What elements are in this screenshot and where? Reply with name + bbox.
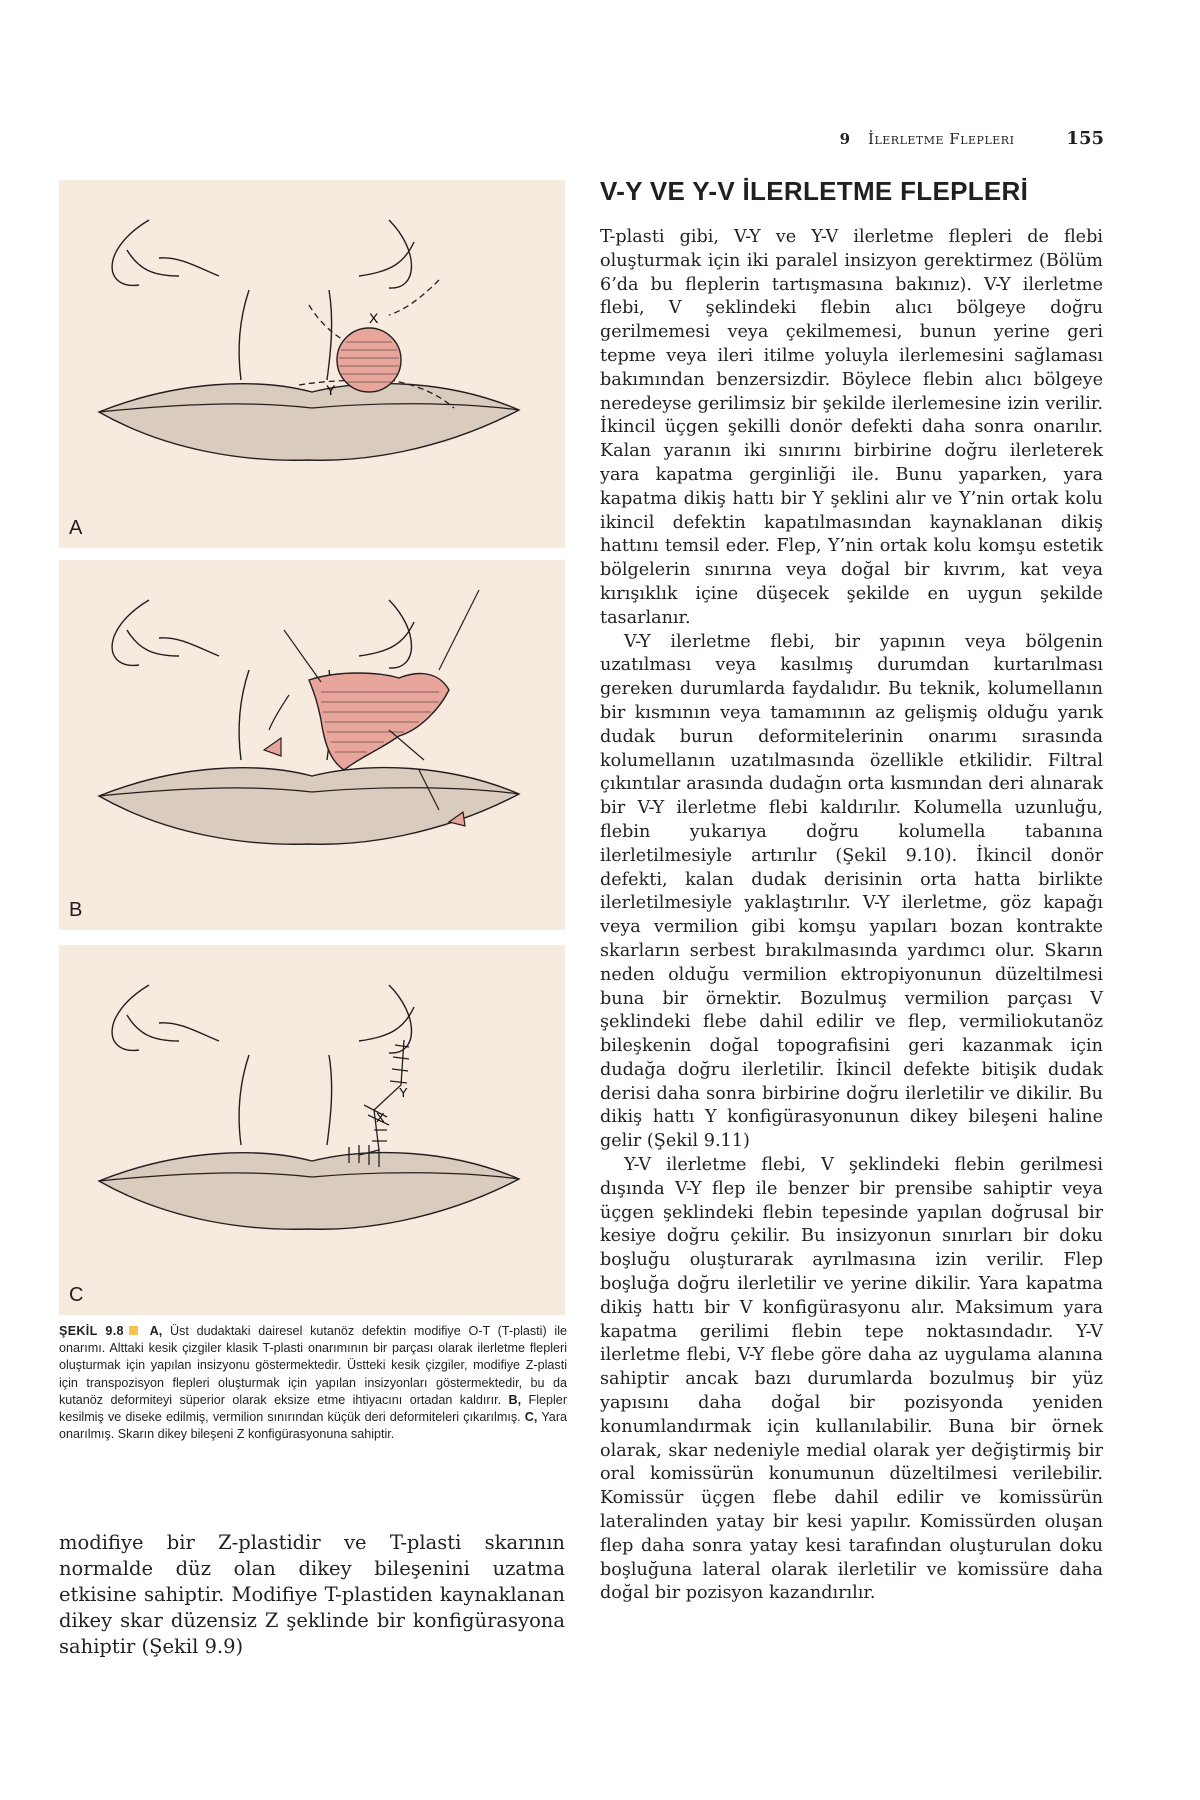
right-column bbox=[600, 226, 1103, 1606]
running-header bbox=[600, 128, 1104, 149]
section-title: V-Y VE Y-V İLERLETME FLEPLERİ bbox=[600, 176, 1029, 206]
caption-part-b-label: B, bbox=[508, 1392, 522, 1407]
defect-circle bbox=[337, 328, 401, 392]
marker-y: Y bbox=[326, 382, 336, 398]
paragraph-2: V-Y ilerletme flebi, bir yapının veya bölgenin uzatılması veya kasılmış durumdan kurtarılması gereken durumlarda faydalıdır. Bu teknik, kolumellanın bir kısmının veya tamamının az gelişmiş olduğu yarık dudak burun deformitelerinin onarımı sırasında kolumellanın uzatılmasında özellikle etkilidir. Filtral çıkıntılar arasında dudağın orta kısmından deri alınarak bir V-Y ilerletme flebi kaldırılır. Kolumella uzunluğu, flebin yukarıya doğru kolumella tabanına ilerletilmesiyle artırılır (Şekil 9.10). İkincil donör defekti, kalan dudak derisinin orta hatta birlikte ilerletilmesiyle yaklaştırılır. V-Y ilerletme, göz kapağı veya vermilion gibi komşu yapıları bozan kontrakte skarların serbest bırakılmasında yardımcı olur. Skarın neden olduğu vermilion ektropiyonunun düzeltilmesi buna bir örnektir. Bozulmuş vermilion parçası V şeklindeki flebe dahil edilir ve flep, vermiliokutanöz bileşkenin doğal topografisini geri kazanmak için dudağa doğru ilerletilir. İkincil defekte bitişik dudak derisi daha sonra birbirine doğru ilerletilir ve dikilir. Bu dikiş hattı Y konfigürasyonunun dikey bileşeni haline gelir (Şekil 9.11) bbox=[600, 631, 1103, 1152]
marker-x: X bbox=[369, 310, 379, 326]
caption-part-a-label: A, bbox=[149, 1324, 163, 1338]
flap-shape bbox=[309, 673, 449, 770]
caption-square-icon bbox=[129, 1326, 138, 1335]
illustration-a bbox=[59, 180, 565, 548]
figure-panel-a bbox=[59, 180, 565, 548]
caption-figure-label: ŞEKİL 9.8 bbox=[59, 1324, 124, 1338]
left-column-text: modifiye bir Z-plastidir ve T-plasti skarının normalde düz olan dikey bileşenini uzatma etkisine sahiptir. Modifiye T-plastiden kaynaklanan dikey skar düzensiz Z şeklinde bir konfigürasyona sahiptir (Şekil 9.9) bbox=[59, 1531, 565, 1658]
chapter-number: 9 bbox=[839, 130, 851, 148]
caption-part-b-text: Flepler kesilmiş ve diseke edilmiş, vermilion sınırından küçük deri deformiteleri çıkarılmış. bbox=[59, 1392, 568, 1425]
marker-x: X bbox=[376, 1110, 385, 1125]
illustration-c bbox=[59, 945, 565, 1315]
figure-panel-c bbox=[59, 945, 565, 1315]
illustration-b bbox=[59, 560, 565, 930]
panel-label-b: B bbox=[69, 899, 83, 921]
page-number: 155 bbox=[1066, 128, 1104, 149]
paragraph-1: T-plasti gibi, V-Y ve Y-V ilerletme flepleri de flebi oluşturmak için iki paralel insizyon gerektirmez (Bölüm 6’da bu fleplerin tartışmasına bakınız). V-Y ilerletme flebi, V şeklindeki flebin alıcı bölgeye doğru gerilmemesi veya çekilmemesi, bunun yerine geri tepme veya ileri itilme yoluyla ilerlemesini sağlaması bakımından benzersizdir. Böylece flebin alıcı bölgeye neredeyse gerilimsiz bir şekilde ilerlemesine izin verilir. İkincil üçgen şekilli donör defekti daha sonra onarılır. Kalan yaranın iki sınırını birbirine doğru ilerleterek yara kapatma gerginliği ile. Bunu yaparken, yara kapatma dikiş hattı bir Y şeklini alır ve Y’nin ortak kolu ikincil defektin kapatılmasından kaynaklanan dikiş hattını temsil eder. Flep, Y’nin ortak kolu komşu estetik bölgelerin sınırına veya doğal bir kıvrım, kat veya kırışıklık içine düşecek şekilde en uygun şekilde tasarlanır. bbox=[600, 227, 1103, 628]
chapter-title: İlerletme Flepleri bbox=[868, 130, 1015, 148]
panel-label-a: A bbox=[69, 517, 83, 539]
figure-caption bbox=[59, 1323, 567, 1443]
caption-part-c-text: Yara onarılmış. Skarın dikey bileşeni Z konfigürasyonuna sahiptir. bbox=[59, 1410, 568, 1442]
panel-label-c: C bbox=[69, 1284, 84, 1306]
figure-panel-b bbox=[59, 560, 565, 930]
marker-y: Y bbox=[399, 1085, 408, 1100]
paragraph-3: Y-V ilerletme flebi, V şeklindeki flebin gerilmesi dışında V-Y flep ile benzer bir prensibe sahiptir veya üçgen şeklindeki flebin tepesinde yapılan doğrusal bir kesiye doğru çekilir. Bu insizyonun sınırları bir doku boşluğu oluşturarak ayrılmasına izin verilir. Flep boşluğa doğru ilerletilir ve yerine dikilir. Yara kapatma dikiş hattı bir V konfigürasyonu alır. Maksimum yara kapatma gerilimi flebin tepe noktasındadır. Y-V ilerletme flebi, V-Y flebe göre daha az uygulama alanına sahiptir ancak bazı durumlarda bozulmuş bir yüz yapısını daha doğal bir pozisyonda yeniden konumlandırmak için kullanılabilir. Buna bir örnek olarak, skar nedeniyle medial olarak yer değiştirmiş bir oral komissürün konumunun düzeltilmesi verilebilir. Komissür üçgen flebe dahil edilir ve komissürün lateralinden yatay bir kesi yapılır. Komissürden oluşan flep daha sonra yatay kesi tarafından oluşturulan doku boşluğuna lateral olarak ilerletilir ve komissüre daha doğal bir pozisyon kazandırılır. bbox=[600, 1155, 1103, 1604]
caption-part-a-text: Üst dudaktaki dairesel kutanöz defektin modifiye O-T (T-plasti) ile onarımı. Alttaki kesik çizgiler klasik T-plasti onarımının bir parçası olarak ilerletme flepleri oluşturmak için yapılan insizyonu göstermektedir. Üstteki kesik çizgiler, modifiye Z-plasti için transpozisyon flepleri oluşturmak için yapılan insizyonları göstermektedir, bu da kutanöz deformiteyi süperior olarak eksize etme ihtiyacını ortadan kaldırır. bbox=[59, 1324, 568, 1407]
caption-part-c-label: C, bbox=[524, 1410, 538, 1425]
